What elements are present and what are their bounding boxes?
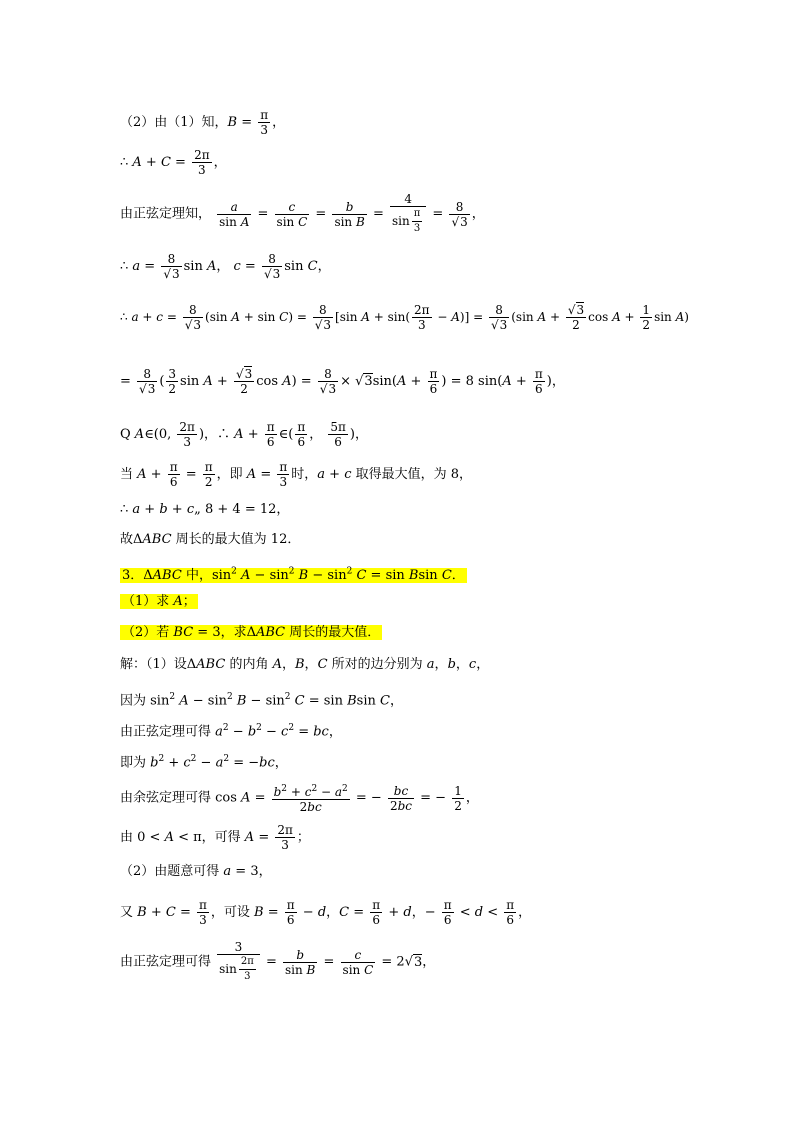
text-line: ∴ a + b + c„ 8 + 4 = 12， [120,502,290,517]
text-line: ∴ A + C = $\frac{2\pi}{3}$ ， [120,148,227,177]
text-line: （2）由题意可得 a = 3， [120,864,272,879]
text-line: 故ΔABC 周长的最大值为 12． [120,532,301,547]
text-line: 又 B + C = $\frac{\pi}{3}$ ，可设 B = $\frac{\pi}{6}$ − d，C = $\frac{\pi}{6}$ + d，− $\frac{\pi}{6}$ < d < $\frac{\pi}{6}$ ， [120,898,532,927]
text-line: 当 A + $\frac{\pi}{6}$ = $\frac{\pi}{2}$ ，即 A = $\frac{\pi}{3}$ 时，a + c 取得最大值，为 8， [120,460,473,489]
text-line: 由余弦定理可得 cos A = $\frac{b^2 + c^2 - a^2}{2bc}$ = − $\frac{bc}{2bc}$ = − $\frac{1}{2}$ ， [120,783,479,814]
text-line: 因为 $\sin^2 A - \sin^2 B - \sin^2 C = \sin Bsin$ C， [120,692,403,709]
text-line: 解：（1）设ΔABC 的内角 A，B，C 所对的边分别为 a，b，c， [120,657,490,672]
problem-statement: 3．ΔABC 中，$\sin^2 A - \sin^2 B - \sin^2 C = \sin Bsin$ C． [122,567,465,584]
text-line: 由 0 < A < π，可得 A = $\frac{2\pi}{3}$ ； [120,823,310,852]
problem-part-1: （1）求 A； [122,594,196,609]
text-line: ∴ a + c = $\frac{8}{√3}$ (sin A + sin C) = $\frac{8}{√3}$ [sin A + sin( $\frac{2\pi}{3}$ − A)] = $\frac{8}{√3}$ (sin A + $\frac{√3}{2}$ cos A + $\frac{1}{2}$ sin A) [120,303,689,332]
text-line: = $\frac{8}{√3}$ ( $\frac{3}{2}$ sin A + $\frac{√3}{2}$ cos A) = $\frac{8}{√3}$ × √3sin(A + $\frac{\pi}{6}$ ) = 8 sin(A + $\frac{\pi}{6}$ )， [120,367,565,396]
text-line: 即为 $b^2 + c^2 - a^2 = -bc$， [120,754,288,771]
text-line: （2）由（1）知，B = $\frac{\pi}{3}$ ， [120,108,286,137]
text-line: 由正弦定理可得 $a^2 - b^2 - c^2$ = bc， [120,723,342,740]
problem-part-2: （2）若 BC = 3，求ΔABC 周长的最大值． [122,625,381,640]
text-line: ∴ a = $\frac{8}{√3}$ sin A， c = $\frac{8}{√3}$ sin C， [120,252,331,281]
text-line: 由正弦定理可得 3 sin $\frac{2\pi}{3}$ = $\frac{b}{\text{sin B}}$ = $\frac{c}{\text{sin C}}$ = 2√3， [120,940,436,982]
text-line: Q A∈(0, $\frac{2\pi}{3}$ )，∴ A + $\frac{\pi}{6}$ ∈( $\frac{\pi}{6}$ ， $\frac{5\pi}{6}$ )， [120,420,368,449]
text-line: 由正弦定理知， $\frac{a}{\text{sin A}}$ = $\frac{c}{\text{sin C}}$ = $\frac{b}{\text{sin B}}$ = 4 sin $\frac{\pi}{3}$ = $\frac{8}{√3}$ ， [120,192,485,234]
